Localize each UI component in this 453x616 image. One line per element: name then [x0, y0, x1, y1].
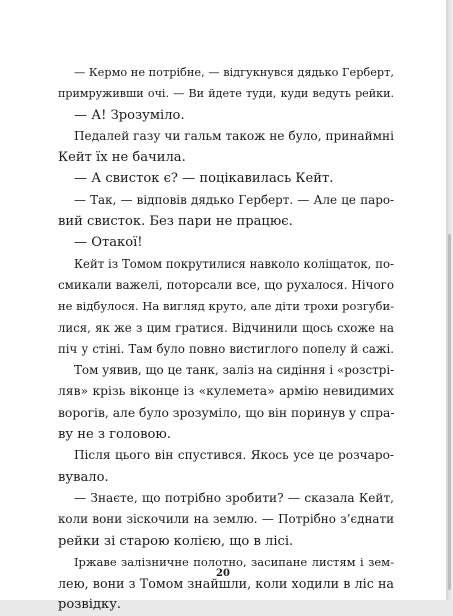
text-line: не відбулося. На вигляд круто, але діти трохи розгуби- — [58, 299, 394, 314]
text-line: ву не з головою. — [58, 427, 171, 443]
text-line: піч у стіні. Там було повно вистиглого попелу й сажі. — [58, 341, 394, 356]
text-line: Педалей газу чи гальм також не було, принаймні — [74, 128, 394, 143]
text-line: — Знаєте, що потрібно зробити? — сказала Кейт, — [74, 490, 394, 505]
text-line: примруживши очі. — Ви йдете туди, куди ведуть рейки. — [58, 87, 394, 101]
text-line: ляв» крізь віконце із «кулемета» армію невидимих — [58, 384, 394, 399]
text-line: Кейт їх не бачила. — [58, 150, 186, 166]
text-line: ворогів, але було зрозуміло, що він поринув у спра- — [58, 405, 395, 420]
text-line: лею, вони з Томом знайшли, коли ходили в ліс на — [58, 576, 394, 592]
text-line: — Так, — відповів дядько Герберт. — Але це паро- — [74, 192, 394, 207]
text-line: Кейт із Томом покрутилися навколо коліщаток, по- — [74, 256, 394, 271]
text-line: — Кермо не потрібне, — відгукнувся дядько Герберт, — [74, 66, 394, 79]
text-line: Іржаве залізничне полотно, засипане листям і зем- — [74, 554, 394, 569]
text-line: Том уявив, що це танк, заліз на сидіння і «розстрі- — [74, 363, 395, 378]
text-line: коли вони зіскочили на землю. — Потрібно з’єднати — [58, 512, 394, 527]
text-line: розвідку. — [58, 597, 122, 613]
page-text — [58, 62, 394, 616]
text-line: — А! Зрозуміло. — [74, 107, 185, 123]
text-line: вий свисток. Без пари не працює. — [58, 214, 293, 230]
text-line: смикали важелі, поторсали все, що рухалося. Нічого — [58, 277, 394, 292]
text-line: — А свисток є? — поцікавилась Кейт. — [74, 171, 334, 187]
text-line: лися, як же з цим гратися. Відчинили щось схоже на — [58, 320, 394, 335]
text-line: — Отакої! — [74, 235, 143, 251]
text-line: рейки зі старою колією, що в лісі. — [58, 533, 294, 549]
scrollbar[interactable] — [448, 234, 451, 590]
text-line: Після цього він спустився. Якось усе це розчаро- — [74, 448, 394, 463]
text-line: вувало. — [58, 469, 109, 485]
page-number: 20 — [216, 568, 230, 579]
